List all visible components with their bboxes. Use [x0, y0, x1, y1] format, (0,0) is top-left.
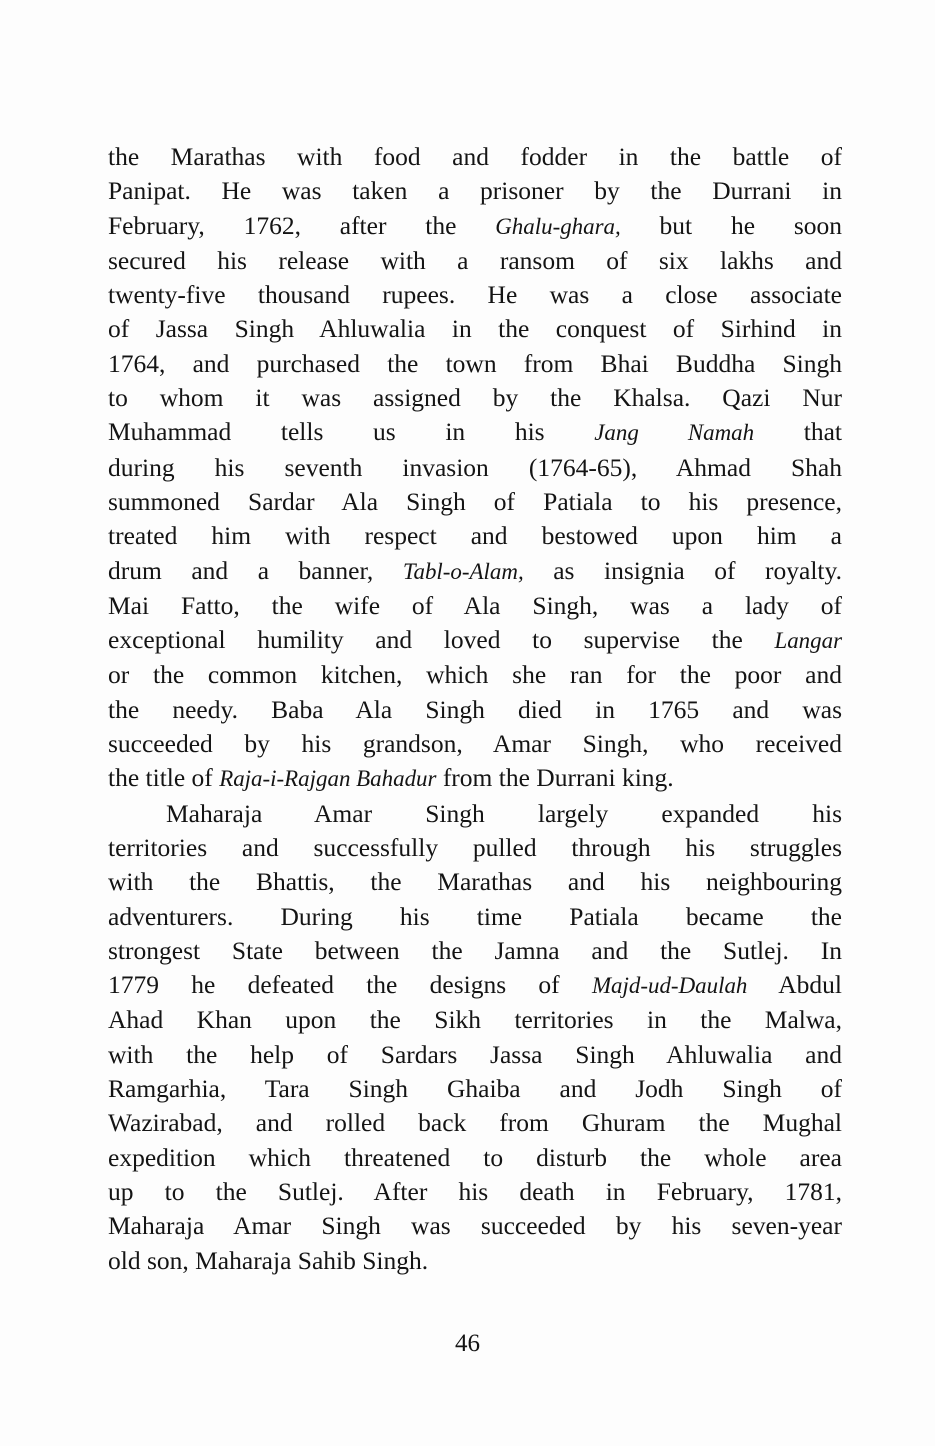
text-line — [108, 934, 842, 968]
text-run: old son, Maharaja Sahib Singh. — [108, 1245, 429, 1275]
text-line — [108, 968, 842, 1003]
text-run: summoned Sardar Ala Singh of Patiala to his presence, — [108, 486, 842, 516]
text-line — [108, 415, 842, 450]
text-run: Mai Fatto, the wife of Ala Singh, was a lady of — [108, 590, 842, 620]
text-run: 1764, and purchased the town from Bhai Buddha Singh — [108, 348, 842, 378]
paragraph-2 — [108, 797, 842, 1278]
text-run: secured his release with a ransom of six lakhs and — [108, 245, 842, 275]
text-run: Panipat. He was taken a prisoner by the Durrani in — [108, 176, 842, 206]
text-line — [108, 554, 842, 589]
italic-term: Ghalu-ghara, — [495, 213, 621, 239]
text-run: from the Durrani king. — [436, 763, 674, 793]
body-text — [108, 140, 842, 1278]
text-line — [108, 865, 842, 899]
italic-term: Raja-i-Rajgan Bahadur — [219, 766, 437, 792]
text-run: of Jassa Singh Ahluwalia in the conquest of Sirhind in — [108, 314, 842, 344]
text-run: Ramgarhia, Tara Singh Ghaiba and Jodh Singh of — [108, 1074, 842, 1104]
text-line — [108, 312, 842, 346]
text-line — [108, 381, 842, 415]
text-line — [108, 761, 842, 796]
text-line — [108, 589, 842, 623]
text-run: the title of — [108, 763, 220, 793]
text-line — [108, 519, 842, 553]
text-line — [108, 658, 842, 692]
text-line — [108, 278, 842, 312]
text-run: expedition which threatened to disturb the whole area — [108, 1142, 842, 1172]
text-run: Maharaja Amar Singh was succeeded by his seven-year — [108, 1211, 842, 1241]
text-run: exceptional humility and loved to supervise the — [108, 625, 775, 655]
text-line — [108, 1106, 842, 1140]
text-line — [108, 174, 842, 208]
text-run: with the help of Sardars Jassa Singh Ahluwalia and — [108, 1039, 842, 1069]
text-line — [108, 727, 842, 761]
text-run: up to the Sutlej. After his death in February, 1781, — [108, 1176, 842, 1206]
text-run: the needy. Baba Ala Singh died in 1765 and was — [108, 694, 842, 724]
text-run: with the Bhattis, the Marathas and his neighbouring — [108, 867, 842, 897]
text-line — [108, 900, 842, 934]
text-line — [108, 347, 842, 381]
text-run: Ahad Khan upon the Sikh territories in the Malwa, — [108, 1005, 842, 1035]
italic-term: Jang Namah — [594, 420, 755, 446]
text-run: territories and successfully pulled through his struggles — [108, 832, 842, 862]
text-line — [108, 140, 842, 174]
text-line — [108, 693, 842, 727]
text-line — [108, 1072, 842, 1106]
italic-term: Tabl-o-Alam, — [402, 558, 524, 584]
text-run: twenty-five thousand rupees. He was a close associate — [108, 280, 842, 310]
text-run: treated him with respect and bestowed upon him a — [108, 521, 842, 551]
text-run: but he soon — [620, 210, 842, 240]
italic-term: Majd-ud-Daulah — [591, 973, 748, 999]
text-line — [108, 1244, 842, 1278]
text-line — [108, 831, 842, 865]
text-run: or the common kitchen, which she ran for the poor and — [108, 660, 842, 690]
text-line — [108, 451, 842, 485]
text-run: strongest State between the Jamna and the Sutlej. In — [108, 935, 842, 965]
text-line — [108, 1175, 842, 1209]
page-number: 46 — [455, 1330, 480, 1357]
text-line — [108, 244, 842, 278]
text-line — [108, 797, 842, 831]
text-run: adventurers. During his time Patiala became the — [108, 901, 842, 931]
text-line — [108, 209, 842, 244]
text-line — [108, 485, 842, 519]
text-run: Abdul — [747, 970, 843, 1000]
text-run: the Marathas with food and fodder in the battle of — [108, 142, 842, 171]
text-run: Wazirabad, and rolled back from Ghuram the Mughal — [108, 1108, 842, 1138]
text-line — [108, 1038, 842, 1072]
text-run: during his seventh invasion (1764-65), Ahmad Shah — [108, 452, 842, 482]
text-run: drum and a banner, — [108, 555, 403, 585]
text-line — [108, 623, 842, 658]
text-run: Maharaja Amar Singh largely expanded his — [166, 798, 842, 828]
text-run: to whom it was assigned by the Khalsa. Qazi Nur — [108, 383, 842, 413]
text-line — [108, 1209, 842, 1243]
text-line — [108, 1141, 842, 1175]
text-run: succeeded by his grandson, Amar Singh, who received — [108, 729, 842, 759]
text-run: February, 1762, after the — [108, 210, 496, 240]
text-run: that — [754, 417, 842, 447]
text-run: 1779 he defeated the designs of — [108, 970, 592, 1000]
paragraph-1 — [108, 140, 842, 797]
italic-term: Langar — [774, 628, 842, 654]
text-run: Muhammad tells us in his — [108, 417, 595, 447]
text-run: as insignia of royalty. — [523, 555, 842, 585]
text-line — [108, 1003, 842, 1037]
